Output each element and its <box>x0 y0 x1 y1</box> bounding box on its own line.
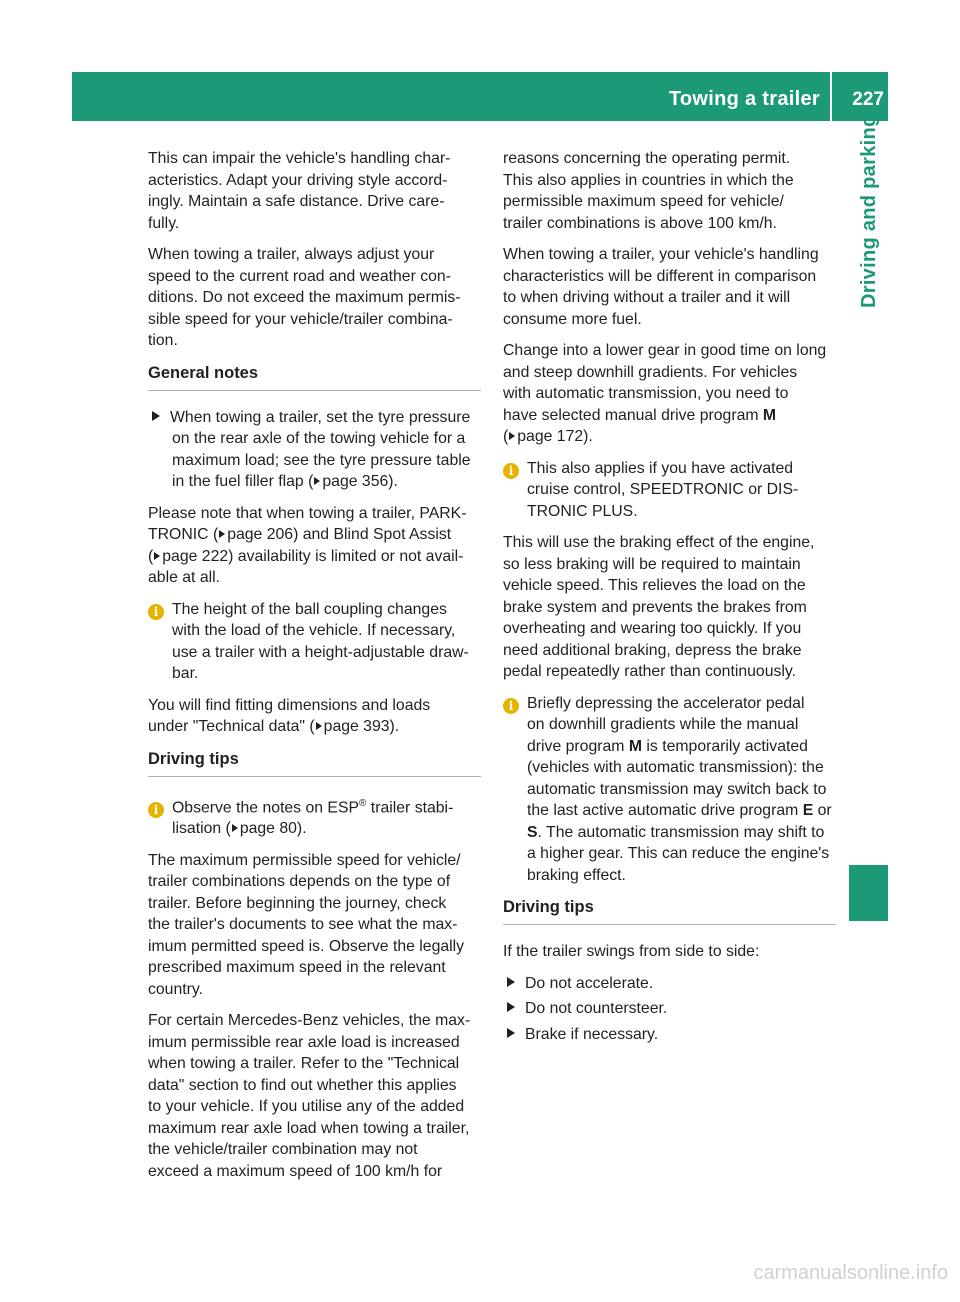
section-title: Towing a trailer <box>668 88 820 110</box>
page-ref-icon <box>154 552 160 560</box>
page-ref-icon <box>509 432 515 440</box>
list-item: Do not accelerate. <box>503 973 836 995</box>
paragraph: For certain Mercedes-Benz vehicles, the max- imum permissible rear axle load is increased when towing a trailer. Refer to the "Technical data" section to find out whether this applies to your vehicle. If you utilise any of the added maximum rear axle load when towing a trailer, the vehicle/trailer combination may not exceed a maximum speed of 100 km/h for <box>148 1012 471 1180</box>
info-icon: i <box>503 698 519 714</box>
paragraph: When towing a trailer, your vehicle's handling characteristics will be different in comparison to when driving without a trailer and it will consume more fuel. <box>503 246 819 328</box>
page-ref-icon <box>232 824 238 832</box>
page-ref-icon <box>219 530 225 538</box>
right-column <box>503 148 836 1055</box>
list-item: When towing a trailer, set the tyre pressure on the rear axle of the towing vehicle for a maximum load; see the tyre pressure table in the fuel filler flap ( page 356). <box>148 407 481 493</box>
paragraph: This can impair the vehicle's handling char- acteristics. Adapt your driving style accord- ingly. Maintain a safe distance. Drive care- fully. <box>148 150 451 232</box>
chapter-tab-label: Driving and parking <box>858 114 880 308</box>
paragraph: You will find fitting dimensions and loads under "Technical data" ( page 393). <box>148 696 431 735</box>
header-bar <box>72 72 888 121</box>
bullet-arrow-icon <box>507 1002 515 1012</box>
paragraph: If the trailer swings from side to side: <box>503 943 760 960</box>
paragraph: This will use the braking effect of the engine, so less braking will be required to maintain vehicle speed. This relieves the load on the brake system and prevents the brakes from overheating and wearing too quickly. If you need additional braking, depress the brake pedal repeatedly rather than continuously. <box>503 534 815 680</box>
page-ref-icon <box>314 477 320 485</box>
info-icon: i <box>148 802 164 818</box>
paragraph: Change into a lower gear in good time on long and steep downhill gradients. For vehicles with automatic transmission, you need to have selected manual drive program M ( page 172). <box>503 342 827 445</box>
list-item: Do not countersteer. <box>503 998 836 1020</box>
watermark: carmanualsonline.info <box>753 1262 948 1284</box>
list-item: Brake if necessary. <box>503 1024 836 1046</box>
paragraph: When towing a trailer, always adjust your speed to the current road and weather con- ditions. Do not exceed the maximum permis- sible speed for your vehicle/trailer combina- tion. <box>148 246 461 349</box>
heading-general-notes: General notes <box>148 362 481 391</box>
heading-driving-tips: Driving tips <box>148 748 481 777</box>
heading-driving-tips: Driving tips <box>503 896 836 925</box>
header-divider <box>830 72 832 121</box>
bullet-arrow-icon <box>152 411 160 421</box>
info-icon: i <box>148 604 164 620</box>
paragraph: The maximum permissible speed for vehicle/ trailer combinations depends on the type of trailer. Before beginning the journey, check the trailer's documents to see what the max- imum permitted speed is. Observe the legally prescribed maximum speed in the relevant country. <box>148 851 465 998</box>
info-icon: i <box>503 463 519 479</box>
info-note: i Observe the notes on ESP® trailer stabi- lisation ( page 80). <box>148 793 481 840</box>
info-note: i This also applies if you have activated cruise control, SPEEDTRONIC or DIS- TRONIC PLUS. <box>503 458 836 523</box>
info-note: i The height of the ball coupling changes with the load of the vehicle. If necessary, use a trailer with a height-adjustable draw- bar. <box>148 599 481 685</box>
page-ref-icon <box>316 722 322 730</box>
paragraph: reasons concerning the operating permit. This also applies in countries in which the permissible maximum speed for vehicle/ trailer combinations is above 100 km/h. <box>503 150 794 232</box>
page-number: 227 <box>852 89 884 110</box>
bullet-arrow-icon <box>507 1028 515 1038</box>
chapter-marker <box>849 865 888 921</box>
info-note: i Briefly depressing the accelerator pedal on downhill gradients while the manual drive program M is temporarily activated (vehicles with automatic transmission): the automatic transmission may switch back to the last active automatic drive program E or S. The automatic transmission may shift to a higher gear. This can reduce the engine's braking effect. <box>503 693 836 887</box>
paragraph: Please note that when towing a trailer, PARK- TRONIC ( page 206) and Blind Spot Assist ( page 222) availability is limited or not avail- able at all. <box>148 504 467 586</box>
left-column <box>148 148 481 1192</box>
bullet-arrow-icon <box>507 977 515 987</box>
